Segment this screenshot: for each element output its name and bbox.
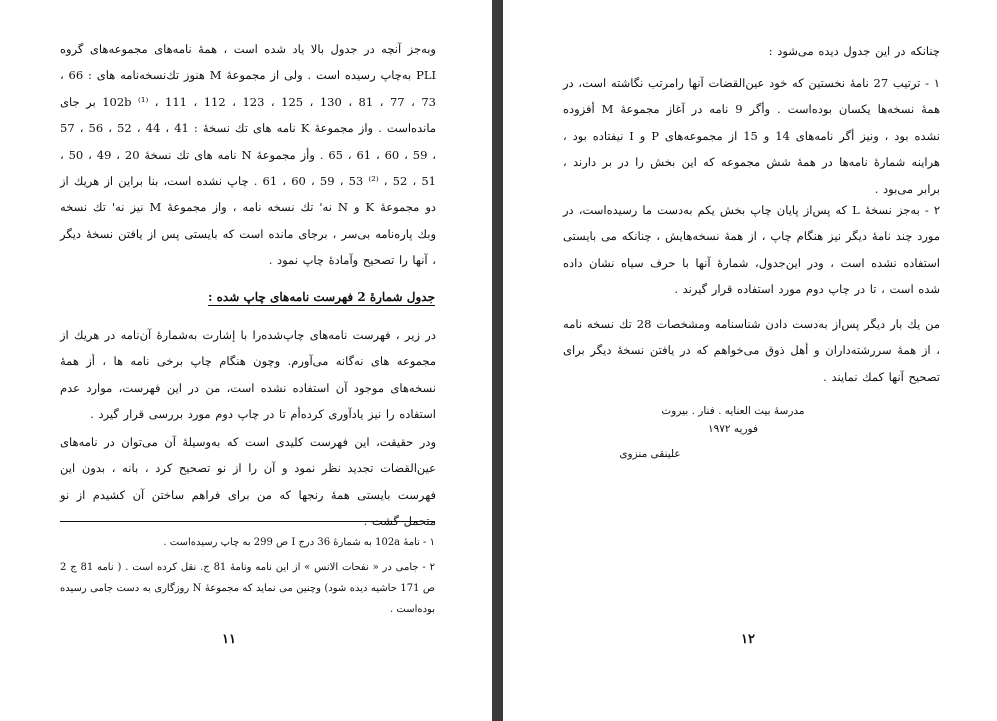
page-number-right: ١٢	[741, 632, 755, 647]
page-number-left: ١١	[222, 632, 236, 647]
left-paragraph-2-text: در زیر ، فهرست نامه‌های چاپ‌شده‌را با إشارت به‌شمارهٔ آن‌نامه در هریك از مجموعه های نه‌گانه می‌آورم. وچون هنگام چاپ برخی نامه ها ، أز همهٔ نسخه‌های موجود آن استفاده نشده است، من در این فهرست، موارد عدم استفاده را نیز یادآوری كرده‌أم تا در چاپ دوم مورد بررسی قرار گیرد .	[60, 328, 436, 422]
right-item-2	[563, 197, 940, 303]
left-paragraph-3	[60, 429, 436, 535]
left-paragraph-3-text: ودر حقیقت، این فهرست كلیدی است كه به‌وسیلهٔ آن می‌توان در نامه‌های عین‌القضات تجدید نظر نمود و آن را از نو تصحیح كرد ، بانه ، بدون این فهرست بایستی همهٔ رنجها كه من برای فراهم ساختن آن كشیدم از نو متحمل گشت .	[60, 435, 436, 529]
left-page	[0, 0, 492, 721]
signature-name: علینقی منزوی	[619, 448, 681, 460]
table-2-heading: جدول شمارهٔ 2 فهرست نامه‌های چاپ شده :	[208, 290, 435, 304]
left-intro-paragraph	[60, 36, 436, 274]
right-item-1	[563, 70, 940, 202]
right-paragraph-3-text: من یك بار دیگر پس‌از به‌دست دادن شناسنامه ومشخصات 28 تك نسخه نامه ، از همهٔ سررشته‌داران و أهل ذوق می‌خواهم كه در یافتن نسخهٔ دیگر برای تصحیح آنها كمك نمایند .	[563, 317, 940, 384]
left-paragraph-2	[60, 322, 436, 428]
book-spine	[492, 0, 503, 721]
right-intro: چنانكه در این جدول دیده می‌شود :	[768, 44, 940, 58]
right-page	[503, 0, 997, 721]
signature-date: فوریه ١٩٧٢	[708, 423, 758, 435]
left-intro-text: وبه‌جز آنچه در جدول بالا یاد شده است ، همهٔ نامه‌های مجموعه‌های گروه PLI به‌چاپ رسیده است . ولی از مجموعهٔ M هنوز تك‌نسخه‌نامه های : 66 ، 73 ، 77 ، 81 ، 102b ⁽¹⁾ ، 111 ، 112 ، 123 ، 125 ، 130 بر جای مانده‌است . واز مجموعهٔ K نامه های تك نسخهٔ : 41 ، 44 ، 52 ، 56 ، 57 ، 59 ، 60 ، 61 ، 65 . وأز مجموعهٔ N نامه های تك نسخهٔ 20 ، 49 ، 50 ، 51 ، 52 ، ⁽²⁾ 53 ، 59 ، 60 ، 61 . چاپ نشده است، بنا براین از هریك از دو مجموعهٔ K و N نه' تك نسخه نامه ، واز مجموعهٔ M نیز نه' تك نسخه وبك پاره‌نامه بی‌سر ، برجای مانده است كه بایستی پس از یافتن نسخهٔ دیگر ، آنها را تصحیح وآمادهٔ چاپ نمود .	[60, 42, 436, 268]
footnote-divider	[60, 521, 435, 522]
right-item-2-text: ٢ - به‌جز نسخهٔ L كه پس‌از پایان چاپ بخش یكم به‌دست ما رسیده‌است، در مورد چند نامهٔ دیگر نیز هنگام چاپ ، از همهٔ نسخه‌هایش ، چنانكه می بایستی استفاده نشده است ، ودر این‌جدول، شمارهٔ آنها با حرف سیاه نشان داده شده است ، تا در چاپ دوم مورد استفاده قرار گیرند .	[563, 203, 940, 297]
signature-block	[643, 402, 823, 438]
footnote-2: ٢ - جامی در « نفحات الانس » از این نامه ونامهٔ 81 ج. نقل كرده است . ( نامه 81 ج 2 ص 171 حاشیه دیده شود) وچنین می نماید كه مجموعهٔ N روزگاری به دست جامی رسیده بوده‌است .	[60, 562, 435, 615]
right-item-1-text: ١ - ترتیب 27 نامهٔ نخستین كه خود عین‌القضات آنها رامرتب نگاشته است، در همهٔ نسخه‌ها یكسان بوده‌است . وأگر 9 نامه در آغاز مجموعهٔ M أفزوده نشده بود ، ونیز أگر نامه‌های 14 و 15 از مجموعه‌های P و I نیفتاده بود ، هراینه شمارهٔ نامه‌ها در همهٔ شش مجموعه كه این بخش را در بر دارند ، برابر می‌بود .	[563, 76, 941, 196]
right-paragraph-3	[563, 311, 940, 390]
footnote-1: ١ - نامهٔ 102a به شمارهٔ 36 درج I ص 299 به چاپ رسیده‌است .	[163, 537, 435, 548]
signature-place: مدرسهٔ بیت العنایه . فنار . بیروت	[661, 405, 805, 417]
